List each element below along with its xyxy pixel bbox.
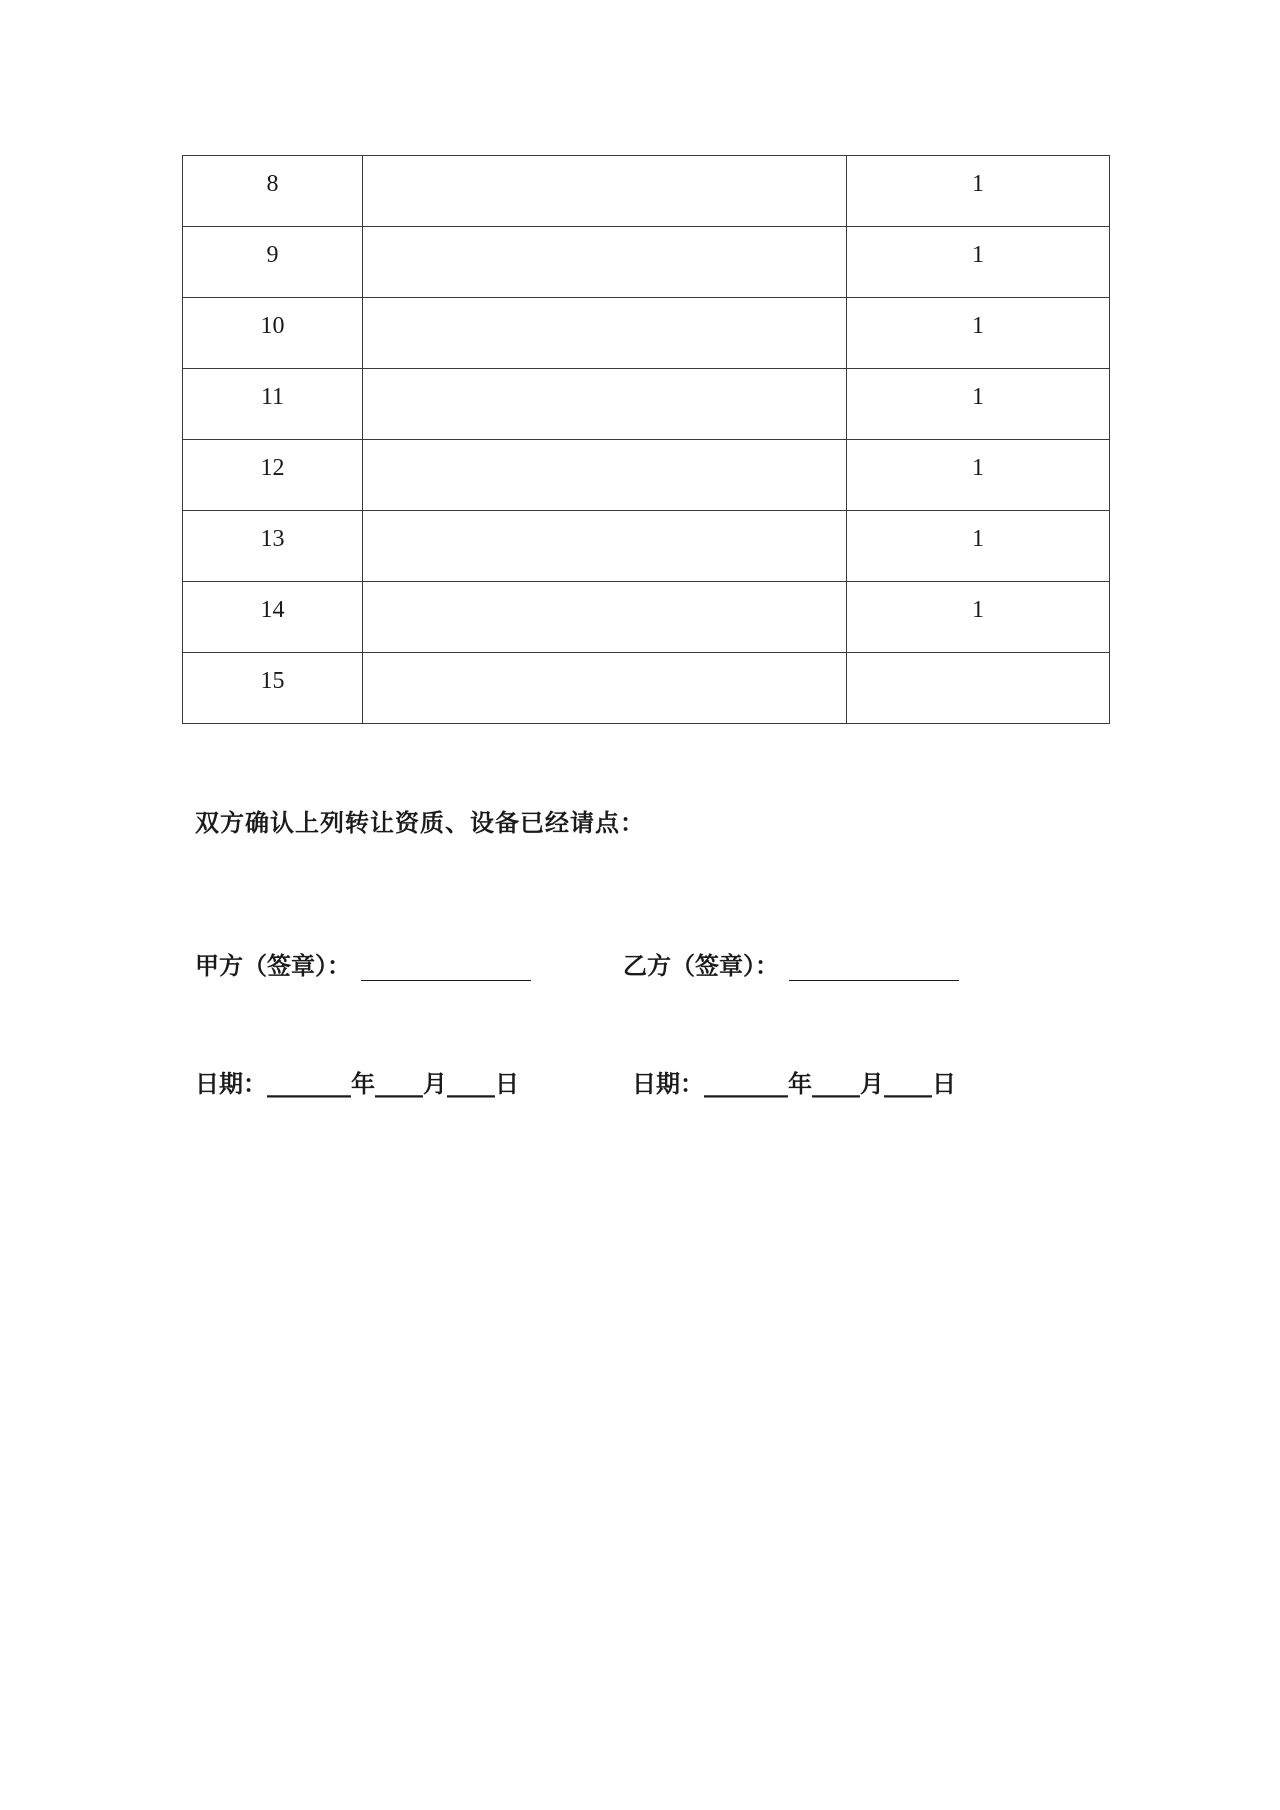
item-name [363, 653, 846, 669]
quantity-cell [847, 582, 1110, 653]
party-b-signature-line[interactable] [789, 954, 959, 981]
row-number-cell [183, 227, 363, 298]
item-name-cell [363, 511, 847, 582]
item-name [363, 582, 846, 598]
row-number: 14 [260, 597, 285, 623]
row-number: 11 [260, 384, 285, 410]
item-name-cell [363, 227, 847, 298]
table-row [183, 582, 1110, 653]
quantity: 1 [972, 597, 984, 623]
quantity: 1 [972, 171, 984, 197]
quantity-cell [847, 156, 1110, 227]
row-number: 15 [260, 668, 285, 694]
quantity-cell [847, 440, 1110, 511]
party-b-signature-label: 乙方（签章）： [623, 952, 779, 980]
party-a-signature [195, 946, 531, 981]
table-row [183, 440, 1110, 511]
quantity: 1 [972, 242, 984, 268]
quantity-cell [847, 227, 1110, 298]
item-name [363, 156, 846, 172]
quantity: 1 [972, 455, 984, 481]
party-b-signature [623, 946, 959, 981]
row-number: 8 [266, 171, 279, 197]
item-name [363, 369, 846, 385]
row-number-cell [183, 298, 363, 369]
table-row [183, 298, 1110, 369]
table-row [183, 227, 1110, 298]
quantity-cell [847, 369, 1110, 440]
item-name [363, 298, 846, 314]
item-name [363, 511, 846, 527]
item-name-cell [363, 440, 847, 511]
party-a-signature-line[interactable] [361, 954, 531, 981]
item-name [363, 440, 846, 456]
row-number-cell [183, 653, 363, 724]
quantity-cell [847, 298, 1110, 369]
row-number-cell [183, 369, 363, 440]
party-b-date: 日期：_______年____月____日 [632, 1070, 956, 1098]
quantity-cell [847, 511, 1110, 582]
row-number: 13 [260, 526, 285, 552]
table-row [183, 511, 1110, 582]
party-a-signature-label: 甲方（签章）： [195, 952, 351, 980]
item-name-cell [363, 369, 847, 440]
table-row [183, 653, 1110, 724]
quantity: 1 [972, 384, 984, 410]
items-table [182, 155, 1110, 724]
table-row [183, 156, 1110, 227]
row-number-cell [183, 582, 363, 653]
row-number-cell [183, 440, 363, 511]
quantity: 1 [972, 526, 984, 552]
quantity: 1 [972, 313, 984, 339]
quantity-cell [847, 653, 1110, 724]
party-a-date: 日期：_______年____月____日 [195, 1070, 519, 1098]
confirmation-statement: 双方确认上列转让资质、设备已经请点： [195, 809, 645, 837]
item-name [363, 227, 846, 243]
table-row [183, 369, 1110, 440]
row-number: 9 [266, 242, 279, 268]
item-name-cell [363, 582, 847, 653]
item-name-cell [363, 653, 847, 724]
quantity [847, 653, 1109, 669]
row-number-cell [183, 156, 363, 227]
item-name-cell [363, 156, 847, 227]
row-number-cell [183, 511, 363, 582]
row-number: 12 [260, 455, 285, 481]
item-name-cell [363, 298, 847, 369]
row-number: 10 [260, 313, 285, 339]
